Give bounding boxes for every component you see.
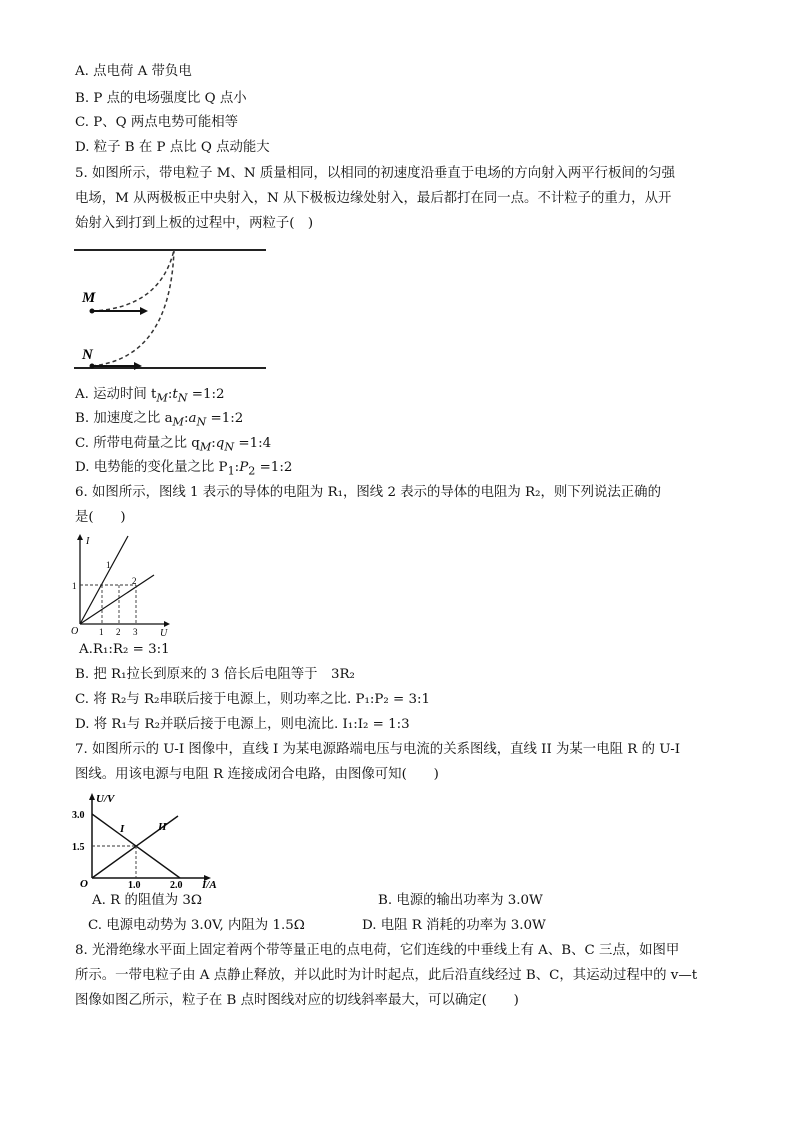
- q5-parallel-plates-figure: [70, 238, 270, 378]
- q6-line-1-label: 1: [106, 560, 111, 570]
- q8-stem-line-1: 8. 光滑绝缘水平面上固定着两个带等量正电的点电荷，它们连线的中垂线上有 A、B、C 三点，如图甲: [75, 943, 680, 958]
- q4-option-d[interactable]: D. 粒子 B 在 P 点比 Q 点动能大: [75, 140, 270, 155]
- q7-stem-line-1: 7. 如图所示的 U-I 图像中，直线 I 为某电源路端电压与电流的关系图线，直线 II 为某一电阻 R 的 U-I: [75, 742, 681, 757]
- q5-stem-line-1: 5. 如图所示，带电粒子 M、N 质量相同，以相同的初速度沿垂直于电场的方向射入两平行板间的匀强: [75, 166, 675, 181]
- n-particle: [90, 364, 95, 369]
- q5-option-b[interactable]: B. 加速度之比 $a_M:a_N$ =1:2: [75, 411, 244, 429]
- q6-option-a[interactable]: A.R₁:R₂ = 3:1: [79, 642, 170, 657]
- n-trajectory: [92, 250, 174, 366]
- m-trajectory: [92, 250, 174, 311]
- q7-origin: O: [80, 878, 88, 890]
- q6-option-b[interactable]: B. 把 R₁拉长到原来的 3 倍长后电阻等于 3R₂: [75, 667, 355, 682]
- q6-x-tick-3: 3: [133, 627, 138, 637]
- q8-stem-line-2: 所示。一带电粒子由 A 点静止释放，并以此时为计时起点，此后沿直线经过 B、C，其运动过程中的 v—t: [75, 968, 698, 983]
- q6-option-c[interactable]: C. 将 R₂与 R₂串联后接于电源上，则功率之比. P₁:P₂ = 3:1: [75, 692, 431, 707]
- q8-stem-line-3: 图像如图乙所示，粒子在 B 点时图线对应的切线斜率最大，可以确定( ): [75, 993, 519, 1008]
- q6-x-tick-2: 2: [116, 627, 121, 637]
- q7-y-tick-15: 1.5: [72, 842, 85, 853]
- q6-iu-graph: [70, 532, 180, 640]
- label-n: N: [82, 347, 93, 363]
- q7-y-label: U/V: [96, 793, 115, 805]
- q6-line-1: [80, 536, 128, 624]
- q7-option-a[interactable]: A. R 的阻值为 3Ω: [92, 893, 202, 908]
- q7-option-b[interactable]: B. 电源的输出功率为 3.0W: [378, 893, 543, 908]
- q7-y-tick-30: 3.0: [72, 810, 85, 821]
- q7-stem-line-2: 图线。用该电源与电阻 R 连接成闭合电路，由图像可知( ): [75, 767, 439, 782]
- q6-y-label: I: [86, 536, 90, 547]
- q6-option-d[interactable]: D. 将 R₁与 R₂并联后接于电源上，则电流比. I₁:I₂ = 1:3: [75, 717, 410, 732]
- q7-option-c[interactable]: C. 电源电动势为 3.0V, 内阻为 1.5Ω: [88, 918, 305, 933]
- q6-stem-line-2: 是( ): [75, 510, 126, 525]
- q5-option-d[interactable]: D. 电势能的变化量之比 $P_1:P_2$ =1:2: [75, 460, 293, 478]
- q6-x-label: U: [160, 628, 168, 639]
- q6-x-arrow: [164, 621, 170, 627]
- q7-x-tick-10: 1.0: [128, 880, 141, 890]
- q4-option-c[interactable]: C. P、Q 两点电势可能相等: [75, 115, 239, 130]
- q6-stem-line-1: 6. 如图所示，图线 1 表示的导体的电阻为 R₁，图线 2 表示的导体的电阻为 R₂，则下列说法正确的: [75, 485, 661, 500]
- q6-line-2-label: 2: [132, 576, 137, 586]
- label-m: M: [82, 290, 96, 306]
- q7-ui-graph: [70, 790, 230, 890]
- q7-x-label: I/A: [202, 879, 217, 890]
- q7-line-i-label: I: [120, 823, 125, 835]
- q6-x-tick-1: 1: [99, 627, 104, 637]
- q7-x-tick-20: 2.0: [170, 880, 183, 890]
- q6-y-arrow: [77, 534, 83, 540]
- m-particle: [90, 309, 95, 314]
- q7-y-arrow: [89, 793, 95, 800]
- q4-option-a[interactable]: A. 点电荷 A 带负电: [75, 64, 192, 79]
- q5-stem-line-2: 电场，M 从两极板正中央射入，N 从下极板边缘处射入，最后都打在同一点。不计粒子的重力，从开: [75, 191, 672, 206]
- q7-line-ii-label: II: [158, 821, 167, 833]
- m-arrow-head: [140, 307, 148, 315]
- q6-origin: O: [71, 626, 79, 637]
- q4-option-b[interactable]: B. P 点的电场强度比 Q 点小: [75, 91, 247, 106]
- q7-option-d[interactable]: D. 电阻 R 消耗的功率为 3.0W: [362, 918, 546, 933]
- q5-stem-line-3: 始射入到打到上板的过程中，两粒子( ): [75, 216, 314, 231]
- q6-y-tick: 1: [72, 581, 77, 591]
- q6-line-2: [80, 575, 154, 624]
- q5-option-c[interactable]: C. 所带电荷量之比 $q_M:q_N$ =1:4: [75, 436, 272, 454]
- q5-option-a[interactable]: A. 运动时间 $t_M:t_N$ =1:2: [75, 387, 225, 405]
